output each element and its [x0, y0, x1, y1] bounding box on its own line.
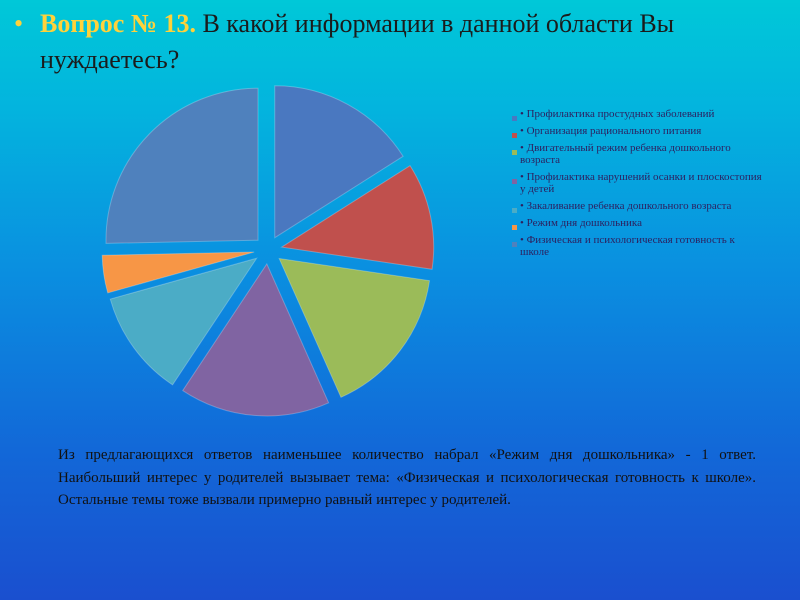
legend-label: • Организация рационального питания: [520, 125, 702, 137]
legend-label: • Профилактика нарушений осанки и плоскостопия у детей: [520, 171, 762, 195]
legend-item: [512, 171, 762, 195]
legend-label: • Режим дня дошкольника: [520, 217, 642, 229]
legend-item: [512, 125, 762, 137]
legend-item: [512, 200, 762, 212]
legend-label: • Физическая и психологическая готовность к школе: [520, 234, 735, 258]
legend-label: • Закаливание ребенка дошкольного возраста: [520, 200, 732, 212]
legend-swatch: [512, 133, 517, 138]
title-question-number: Вопрос № 13.: [40, 9, 196, 38]
legend-item: [512, 217, 762, 229]
pie-slice: [106, 88, 258, 243]
legend-swatch: [512, 242, 517, 247]
legend-swatch: [512, 150, 517, 155]
legend-label: • Профилактика простудных заболеваний: [520, 108, 715, 120]
title-question-text: В какой информации в данной области Вы нуждаетесь?: [40, 9, 675, 74]
legend-item: [512, 234, 762, 258]
legend-item: [512, 142, 762, 166]
pie-slices: [102, 86, 434, 416]
title-bullet: •: [14, 9, 24, 38]
legend-label: • Двигательный режим ребенка дошкольного возраста: [520, 142, 731, 166]
legend-swatch: [512, 179, 517, 184]
chart-legend: [512, 108, 762, 263]
legend-swatch: [512, 116, 517, 121]
legend-item: [512, 108, 762, 120]
legend-swatch: [512, 208, 517, 213]
summary-text: Из предлагающихся ответов наименьшее количество набрал «Режим дня дошкольника» - 1 ответ. Наибольший интерес у родителей вызывает тема: «Физическая и психологическая готовность к школе». Остальные темы тоже вызвали примерно равный интерес у родителей.: [58, 447, 756, 508]
legend-swatch: [512, 225, 517, 230]
